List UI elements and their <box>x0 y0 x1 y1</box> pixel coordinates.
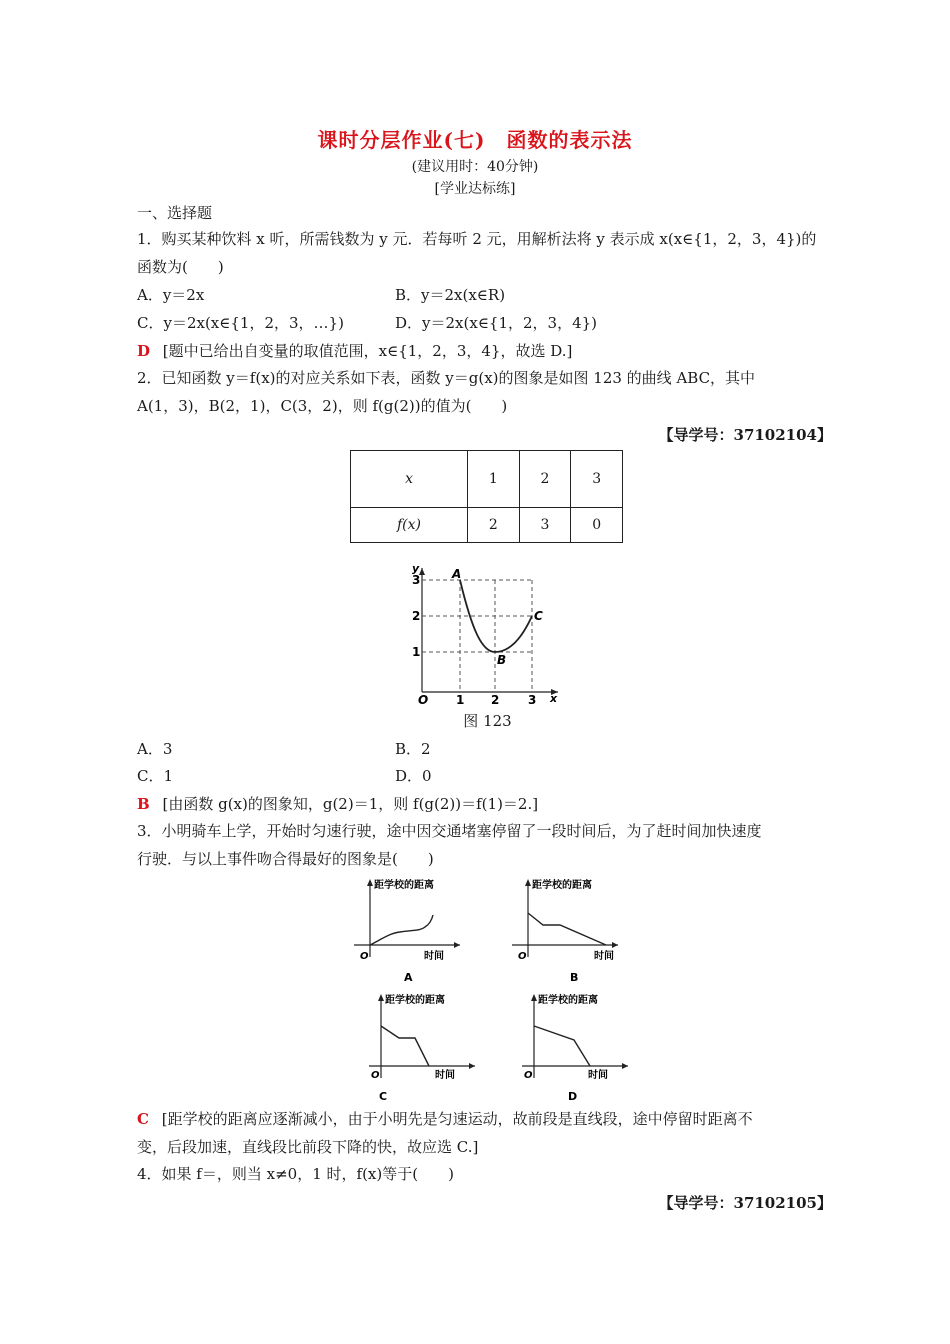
graph-b-origin: O <box>518 951 527 962</box>
y-axis-label: y <box>412 562 420 575</box>
figure-caption: 图 123 <box>463 712 512 730</box>
graph-b-y-label: 距学校的距离 <box>532 880 592 891</box>
q4-stem: 4．如果 f＝，则当 x≠0，1 时，f(x)等于( ) <box>137 1165 454 1183</box>
graph-c-letter: C <box>379 1090 388 1103</box>
graph-a-origin: O <box>360 951 369 962</box>
q1-option-b: B．y＝2x(x∈R) <box>395 286 506 304</box>
graph-a-curve <box>370 915 433 945</box>
table-cell: f(x) <box>351 508 468 543</box>
q3-answer-letter: C <box>137 1110 149 1128</box>
x-tick-label: 1 <box>456 693 465 705</box>
q2-answer-letter: B <box>137 795 150 813</box>
table-cell: x <box>351 451 468 508</box>
function-table <box>350 450 623 543</box>
q1-option-c: C．y＝2x(x∈{1，2，3，…}) <box>137 314 344 332</box>
curve-abc-figure <box>400 560 570 705</box>
q3-answer-line1 <box>137 1108 753 1129</box>
graph-d-letter: D <box>568 1090 578 1103</box>
graph-b-letter: B <box>570 971 579 984</box>
table-cell: 3 <box>519 508 571 543</box>
x-tick-label: 3 <box>528 693 537 705</box>
q1-answer-letter: D <box>137 342 151 360</box>
graph-c-origin: O <box>371 1070 380 1081</box>
point-label-a: A <box>452 567 462 581</box>
q3-stem-line1: 3．小明骑车上学，开始时匀速行驶，途中因交通堵塞停留了一段时间后，为了赶时间加快速度 <box>137 822 762 840</box>
graph-c-x-label: 时间 <box>435 1070 455 1081</box>
y-tick-label: 3 <box>412 573 421 587</box>
graph-b-x-label: 时间 <box>594 951 614 962</box>
q1-stem-line1: 1．购买某种饮料 x 听，所需钱数为 y 元．若每听 2 元，用解析法将 y 表示成 x(x∈{1，2，3，4})的 <box>137 230 817 248</box>
table-row <box>351 451 623 508</box>
graph-d <box>518 990 633 1105</box>
graph-d-y-label: 距学校的距离 <box>538 995 598 1006</box>
graph-c <box>365 990 480 1105</box>
q1-option-a: A．y＝2x <box>137 286 205 304</box>
graph-d-origin: O <box>524 1070 533 1081</box>
table-cell: 3 <box>571 451 623 508</box>
q2-stem-line2: A(1，3)，B(2，1)，C(3，2)，则 f(g(2))的值为( ) <box>137 397 508 415</box>
q2-guide-number: 【导学号：37102104】 <box>658 426 832 444</box>
graph-a-x-label: 时间 <box>424 951 444 962</box>
q2-option-c: C．1 <box>137 767 174 785</box>
table-row <box>351 508 623 543</box>
q1-stem-line2: 函数为( ) <box>137 258 224 276</box>
graph-a <box>350 875 465 985</box>
x-axis-label: x <box>550 692 558 705</box>
section-tag: [学业达标练] <box>434 181 516 197</box>
table-cell: 1 <box>468 451 520 508</box>
graph-c-line <box>381 1026 429 1066</box>
q2-option-b: B．2 <box>395 740 431 758</box>
table-cell: 0 <box>571 508 623 543</box>
q2-option-a: A．3 <box>137 740 173 758</box>
q1-answer <box>137 340 572 361</box>
q3-stem-line2: 行驶．与以上事件吻合得最好的图象是( ) <box>137 850 434 868</box>
graph-b-line <box>528 913 606 945</box>
q2-stem-line1: 2．已知函数 y＝f(x)的对应关系如下表，函数 y＝g(x)的图象是如图 123 的曲线 ABC，其中 <box>137 369 756 387</box>
origin-label: O <box>418 693 429 705</box>
q2-option-d: D．0 <box>395 767 432 785</box>
point-label-c: C <box>534 609 543 623</box>
y-tick-label: 2 <box>412 609 421 623</box>
page-title: 课时分层作业(七) 函数的表示法 <box>317 128 633 152</box>
q2-answer-explanation: [由函数 g(x)的图象知，g(2)＝1，则 f(g(2))＝f(1)＝2.] <box>162 795 539 813</box>
table-cell: 2 <box>519 451 571 508</box>
graph-b <box>508 875 623 985</box>
q2-answer <box>137 793 538 814</box>
q3-answer-explanation-2: 变，后段加速，直线段比前段下降的快，故应选 C.] <box>137 1138 479 1156</box>
q1-option-d: D．y＝2x(x∈{1，2，3，4}) <box>395 314 598 332</box>
table-cell: 2 <box>468 508 520 543</box>
graph-d-line <box>534 1026 590 1066</box>
q3-answer-explanation-1: [距学校的距离应逐渐减小，由于小明先是匀速运动，故前段是直线段，途中停留时距离不 <box>161 1110 753 1128</box>
graph-a-letter: A <box>404 971 413 984</box>
time-note: (建议用时：40分钟) <box>411 159 539 175</box>
q4-guide-number: 【导学号：37102105】 <box>658 1194 832 1212</box>
q1-answer-explanation: [题中已给出自变量的取值范围，x∈{1，2，3，4}，故选 D.] <box>162 342 573 360</box>
graph-a-y-label: 距学校的距离 <box>374 880 434 891</box>
y-tick-label: 1 <box>412 645 421 659</box>
graph-c-y-label: 距学校的距离 <box>385 995 445 1006</box>
point-label-b: B <box>497 653 507 667</box>
section-heading: 一、选择题 <box>137 204 213 222</box>
x-tick-label: 2 <box>491 693 500 705</box>
graph-d-x-label: 时间 <box>588 1070 608 1081</box>
